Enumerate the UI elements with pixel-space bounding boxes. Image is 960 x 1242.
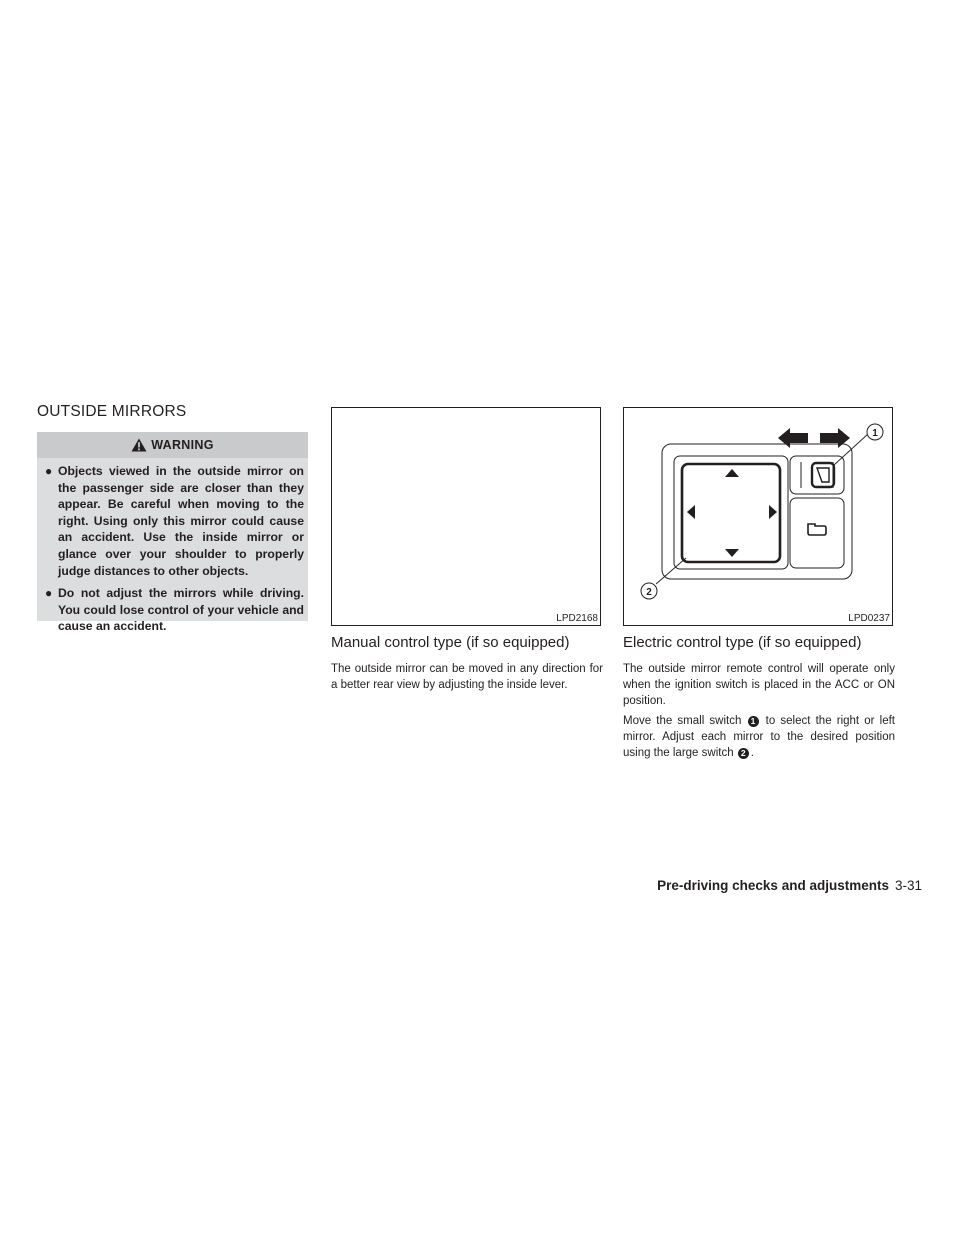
manual-control-heading: Manual control type (if so equipped) [331, 634, 570, 651]
electric-control-text-1: The outside mirror remote control will operate only when the ignition switch is placed in the ACC or ON position. [623, 663, 895, 708]
figure-code: LPD2168 [556, 613, 598, 624]
page-number: 3-31 [894, 878, 922, 893]
callout-2-label: 2 [646, 587, 652, 598]
warning-triangle-icon [131, 438, 147, 452]
manual-mirror-figure [331, 407, 601, 626]
bullet-icon: ● [45, 464, 53, 478]
warning-list [45, 463, 304, 641]
text-fragment: to select the right or left mirror. Adjust each mirror to the desired position using the large switch [623, 715, 895, 760]
warning-box [37, 432, 308, 634]
section-title: OUTSIDE MIRRORS [37, 403, 187, 420]
circled-number-2: 2 [738, 748, 749, 759]
electric-control-text-2 [623, 713, 895, 762]
warning-header [37, 432, 308, 458]
warning-item [45, 585, 304, 635]
figure-code: LPD0237 [848, 613, 890, 624]
circled-number-1: 1 [748, 716, 759, 727]
electric-control-heading: Electric control type (if so equipped) [623, 634, 862, 651]
chapter-title: Pre-driving checks and adjustments [657, 878, 889, 893]
warning-item-text: Do not adjust the mirrors while driving. You could lose control of your vehicle and cause an accident. [58, 586, 304, 634]
manual-control-text: The outside mirror can be moved in any direction for a better rear view by adjusting the inside lever. [331, 663, 603, 692]
bullet-icon: ● [45, 586, 53, 601]
text-fragment: . [750, 747, 754, 760]
warning-label: WARNING [151, 438, 214, 452]
page-footer [608, 878, 922, 893]
text-fragment: Move the small switch [623, 715, 742, 727]
warning-item [45, 463, 304, 579]
warning-item-text: Objects viewed in the outside mirror on the passenger side are closer than they appear. Be careful when moving to the right. Using only this mirror could cause an accident. Use the inside mirror or glance over your shoulder to properly judge distances to other objects. [58, 464, 304, 578]
electric-mirror-figure [623, 407, 893, 626]
mirror-switch-illustration [624, 408, 892, 625]
callout-1-label: 1 [872, 428, 878, 439]
